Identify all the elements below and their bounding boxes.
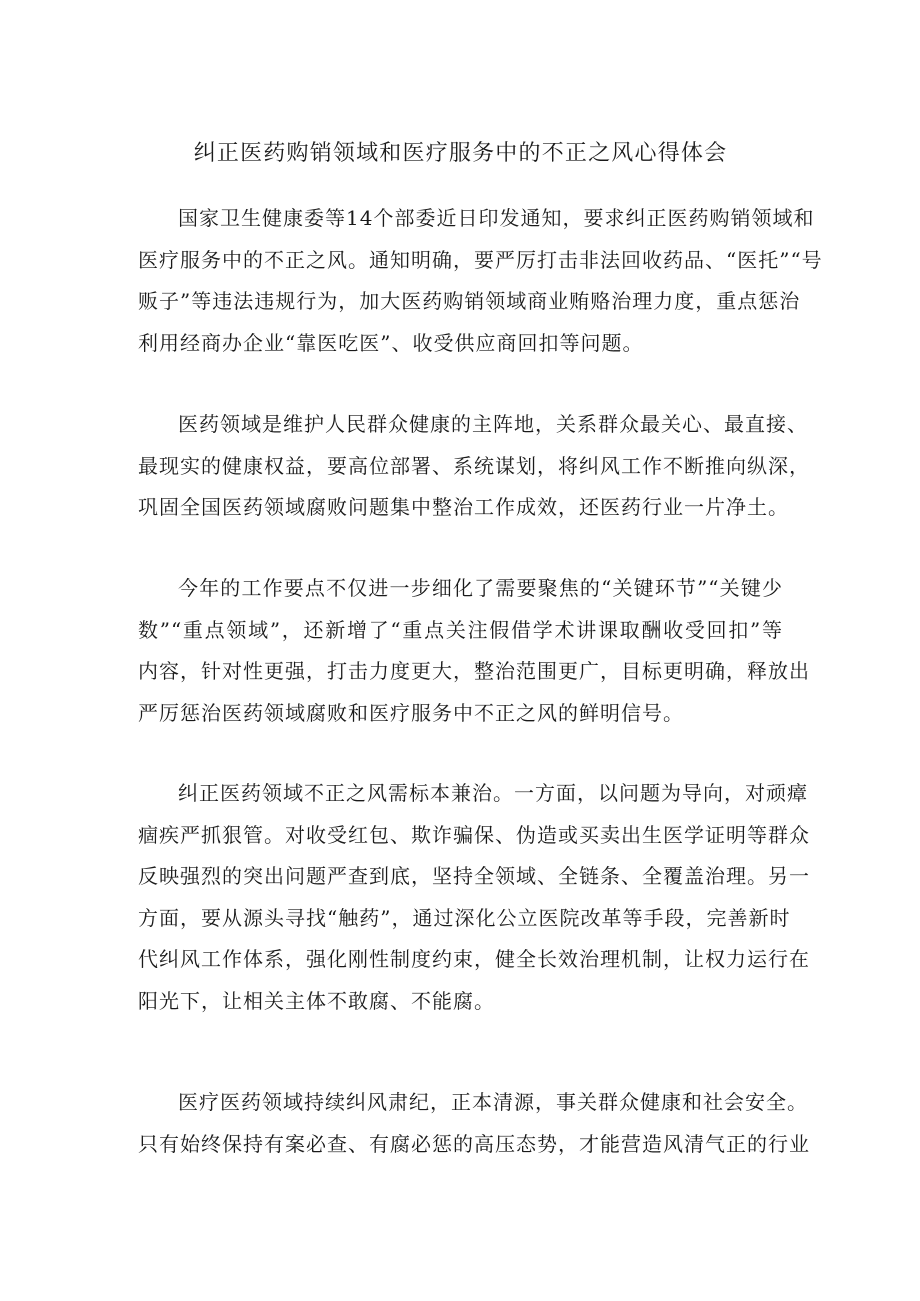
paragraph-line: 只有始终保持有案必查、有腐必惩的高压态势，才能营造风清气正的行业	[138, 1131, 810, 1156]
paragraph-line: 利用经商办企业“靠医吃医”、收受供应商回扣等问题。	[138, 330, 644, 355]
paragraph-line: 医疗医药领域持续纠风肃纪，正本清源，事关群众健康和社会安全。	[178, 1090, 808, 1114]
paragraph-line: 纠正医药领域不正之风需标本兼治。一方面，以问题为导向，对顽瘴	[178, 781, 808, 805]
paragraph-line: 内容，针对性更强，打击力度更大，整治范围更广，目标更明确，释放出	[138, 659, 810, 683]
document-title: 纠正医药购销领域和医疗服务中的不正之风心得体会	[193, 141, 728, 166]
paragraph-1	[138, 198, 823, 364]
paragraph-line: 痼疾严抓狠管。对收受红包、欺诈骗保、伪造或买卖出生医学证明等群众	[138, 822, 810, 847]
paragraph-2	[138, 404, 810, 529]
paragraph-line: 反映强烈的突出问题严查到底，坚持全领域、全链条、全覆盖治理。另一	[138, 864, 810, 888]
paragraph-line: 最现实的健康权益，要高位部署、系统谋划，将纠风工作不断推向纵深，	[138, 453, 810, 478]
paragraph-line: 今年的工作要点不仅进一步细化了需要聚焦的“关键环节”“关键少	[178, 576, 783, 600]
paragraph-line: 阳光下，让相关主体不敢腐、不能腐。	[138, 988, 495, 1013]
paragraph-3	[138, 568, 810, 734]
paragraph-line: 国家卫生健康委等14个部委近日印发通知，要求纠正医药购销领域和	[178, 206, 815, 230]
paragraph-line: 巩固全国医药领域腐败问题集中整治工作成效，还医药行业一片净土。	[138, 495, 789, 519]
paragraph-line: 医药领域是维护人民群众健康的主阵地，关系群众最关心、最直接、	[178, 412, 808, 436]
paragraph-4	[138, 773, 810, 1022]
paragraph-line: 严厉惩治医药领域腐败和医疗服务中不正之风的鲜明信号。	[138, 700, 684, 725]
paragraph-line: 医疗服务中的不正之风。通知明确，要严厉打击非法回收药品、“医托”“号	[138, 247, 823, 272]
paragraph-line: 贩子”等违法违规行为，加大医药购销领域商业贿赂治理力度，重点惩治	[138, 289, 801, 313]
paragraph-line: 方面，要从源头寻找“触药”，通过深化公立医院改革等手段，完善新时	[138, 905, 791, 930]
paragraph-line: 数”“重点领域”，还新增了“重点关注假借学术讲课取酬收受回扣”等	[138, 617, 783, 642]
paragraph-5	[138, 1082, 810, 1165]
paragraph-line: 代纠风工作体系，强化刚性制度约束，健全长效治理机制，让权力运行在	[138, 947, 810, 971]
